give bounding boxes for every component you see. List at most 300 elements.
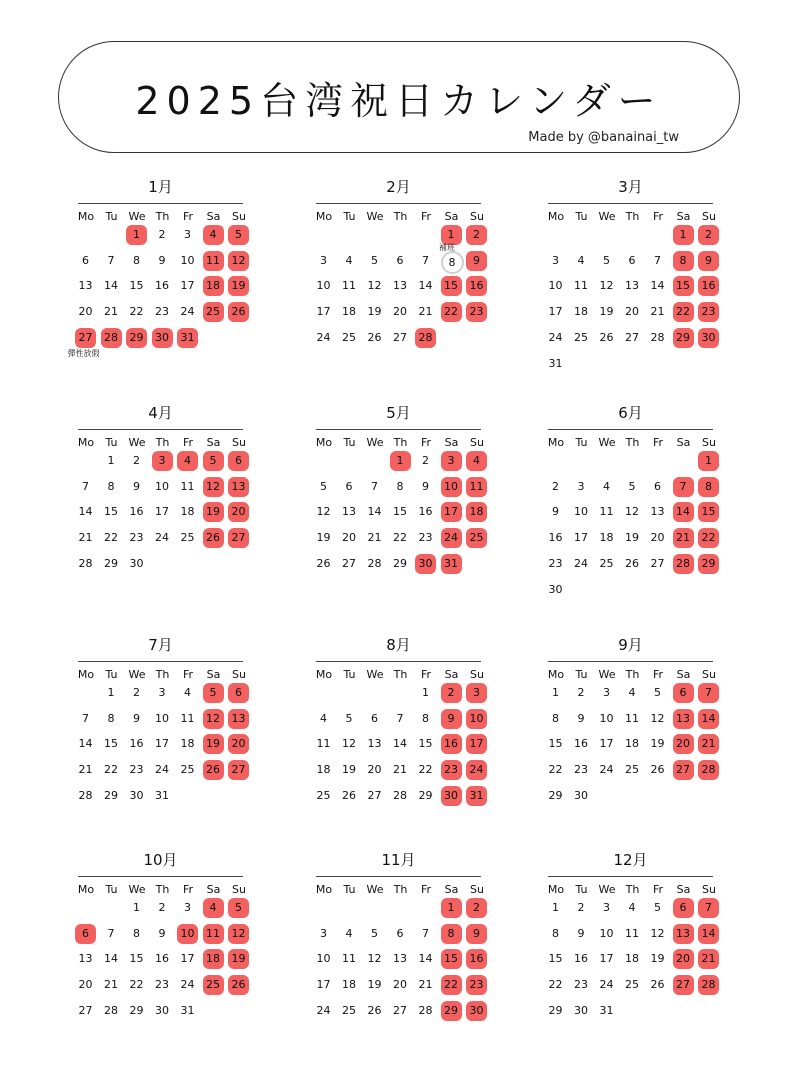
calendar-date: 15 bbox=[548, 737, 563, 751]
calendar-date: 31 bbox=[548, 356, 563, 370]
holiday-date: 1 bbox=[441, 898, 462, 918]
calendar-date: 12 bbox=[316, 505, 331, 519]
calendar-date: 23 bbox=[574, 763, 588, 777]
calendar-date: 31 bbox=[599, 1003, 614, 1017]
calendar-date: 11 bbox=[342, 279, 356, 293]
month-title: 3月 bbox=[618, 178, 643, 196]
holiday-date: 14 bbox=[698, 924, 719, 944]
calendar-date: 19 bbox=[650, 952, 665, 966]
holiday-date: 15 bbox=[441, 949, 462, 969]
calendar-date: 4 bbox=[320, 711, 327, 725]
calendar-date: 8 bbox=[133, 253, 140, 267]
calendar-date: 21 bbox=[393, 763, 407, 777]
calendar-date: 21 bbox=[104, 978, 118, 992]
weekday-label: Fr bbox=[182, 883, 194, 896]
holiday-date: 20 bbox=[228, 734, 249, 754]
holiday-date: 30 bbox=[466, 1001, 487, 1021]
weekday-label: Sa bbox=[676, 210, 691, 223]
calendar-date: 21 bbox=[418, 978, 433, 992]
calendar-date: 1 bbox=[552, 686, 559, 699]
calendar-date: 22 bbox=[393, 531, 407, 545]
calendar-date: 24 bbox=[316, 1003, 331, 1017]
calendar-date: 27 bbox=[393, 330, 407, 344]
weekday-label: Su bbox=[232, 210, 246, 223]
weekday-label: We bbox=[128, 668, 146, 681]
calendar-date: 10 bbox=[548, 279, 563, 293]
weekday-label: Fr bbox=[182, 668, 194, 681]
calendar-date: 21 bbox=[650, 305, 665, 319]
holiday-date: 13 bbox=[673, 924, 694, 944]
calendar-date: 7 bbox=[82, 479, 89, 493]
calendar-date: 17 bbox=[599, 952, 614, 966]
holiday-date: 9 bbox=[466, 251, 487, 271]
calendar-date: 10 bbox=[574, 505, 588, 519]
weekday-label: Su bbox=[232, 883, 246, 896]
holiday-date: 9 bbox=[466, 924, 487, 944]
weekday-label: Th bbox=[393, 668, 408, 681]
calendar-date: 14 bbox=[104, 279, 118, 293]
holiday-date: 2 bbox=[698, 225, 719, 245]
calendar-date: 28 bbox=[650, 330, 665, 344]
calendar-date: 18 bbox=[180, 505, 195, 519]
holiday-date: 29 bbox=[673, 328, 694, 348]
weekday-label: Tu bbox=[343, 436, 356, 449]
calendar-date: 6 bbox=[654, 479, 661, 493]
holiday-date: 25 bbox=[203, 975, 224, 995]
holiday-date: 10 bbox=[441, 477, 462, 497]
holiday-date: 23 bbox=[441, 760, 462, 780]
calendar-date: 14 bbox=[650, 279, 665, 293]
calendar-date: 22 bbox=[418, 763, 433, 777]
calendar-date: 27 bbox=[78, 1003, 93, 1017]
calendar-date: 12 bbox=[650, 926, 665, 940]
holiday-date: 12 bbox=[203, 477, 224, 497]
holiday-date: 24 bbox=[466, 760, 487, 780]
holiday-date: 28 bbox=[101, 328, 122, 348]
weekday-label: Sa bbox=[206, 210, 221, 223]
calendar-date: 6 bbox=[628, 253, 636, 267]
calendar-date: 4 bbox=[577, 253, 585, 267]
calendar-date: 27 bbox=[367, 788, 382, 802]
calendar-date: 28 bbox=[78, 788, 93, 802]
weekday-label: Mo bbox=[547, 668, 565, 681]
weekday-label: Fr bbox=[652, 210, 664, 223]
calendar-date: 3 bbox=[603, 686, 610, 699]
calendar-date: 6 bbox=[345, 479, 353, 493]
calendar-date: 8 bbox=[552, 711, 559, 725]
calendar-date: 6 bbox=[82, 253, 89, 267]
weekday-label: Sa bbox=[676, 668, 691, 681]
calendar-date: 7 bbox=[107, 253, 115, 267]
calendar-date: 29 bbox=[418, 788, 433, 802]
weekday-label: Sa bbox=[444, 668, 459, 681]
weekday-label: Th bbox=[625, 210, 640, 223]
holiday-date: 2 bbox=[466, 225, 487, 245]
holiday-date: 6 bbox=[673, 683, 694, 703]
calendar-date: 8 bbox=[396, 479, 404, 493]
holiday-date: 12 bbox=[203, 709, 224, 729]
calendar-date: 23 bbox=[548, 556, 563, 570]
calendar-date: 9 bbox=[577, 926, 585, 940]
calendar-date: 12 bbox=[342, 737, 356, 751]
weekday-label: Th bbox=[155, 883, 170, 896]
weekday-label: Mo bbox=[77, 668, 95, 681]
calendar-date: 20 bbox=[393, 978, 407, 992]
holiday-date: 5 bbox=[228, 898, 249, 918]
calendar-date: 10 bbox=[316, 952, 331, 966]
holiday-date: 8 bbox=[441, 924, 462, 944]
calendar-date: 10 bbox=[599, 926, 614, 940]
calendar-date: 10 bbox=[155, 479, 169, 493]
holiday-date: 8 bbox=[698, 477, 719, 497]
weekday-label: Mo bbox=[315, 883, 333, 896]
calendar-date: 17 bbox=[548, 305, 563, 319]
calendar-date: 18 bbox=[574, 305, 588, 319]
calendar-date: 22 bbox=[548, 763, 563, 777]
month-divider bbox=[316, 876, 481, 877]
calendar-date: 26 bbox=[316, 556, 331, 570]
calendar-date: 12 bbox=[599, 279, 614, 293]
calendar-date: 6 bbox=[396, 926, 404, 940]
calendar-date: 16 bbox=[155, 279, 169, 293]
weekday-label: Th bbox=[393, 210, 408, 223]
holiday-date: 17 bbox=[466, 734, 487, 754]
holiday-date: 12 bbox=[228, 251, 249, 271]
calendar-date: 13 bbox=[393, 952, 407, 966]
weekday-label: Mo bbox=[315, 436, 333, 449]
holiday-date: 13 bbox=[228, 709, 249, 729]
calendar-date: 26 bbox=[650, 763, 665, 777]
calendar-date: 29 bbox=[104, 556, 118, 570]
calendar-date: 18 bbox=[625, 737, 639, 751]
calendar-date: 19 bbox=[599, 305, 614, 319]
calendar-date: 11 bbox=[180, 479, 195, 493]
calendar-date: 16 bbox=[155, 952, 169, 966]
month-divider bbox=[316, 429, 481, 430]
holiday-date: 30 bbox=[415, 554, 436, 574]
weekday-label: Tu bbox=[343, 883, 356, 896]
calendar-date: 27 bbox=[393, 1003, 407, 1017]
calendar-date: 23 bbox=[155, 305, 169, 319]
calendar-date: 19 bbox=[316, 531, 331, 545]
month-title: 11月 bbox=[381, 851, 416, 869]
credit-text: Made by @banainai_tw bbox=[528, 130, 679, 145]
holiday-date: 9 bbox=[698, 251, 719, 271]
calendar-date: 13 bbox=[625, 279, 639, 293]
weekday-label: Mo bbox=[547, 210, 565, 223]
weekday-label: Th bbox=[393, 883, 408, 896]
month-title: 10月 bbox=[143, 851, 178, 869]
holiday-date: 4 bbox=[203, 898, 224, 918]
calendar-date: 13 bbox=[342, 505, 356, 519]
holiday-date: 21 bbox=[698, 949, 719, 969]
holiday-date: 29 bbox=[698, 554, 719, 574]
calendar-date: 8 bbox=[133, 926, 140, 940]
calendar-date: 19 bbox=[367, 305, 382, 319]
calendar-date: 6 bbox=[371, 711, 378, 725]
weekday-label: We bbox=[598, 883, 616, 896]
holiday-date: 8 bbox=[673, 251, 694, 271]
calendar-date: 8 bbox=[107, 479, 115, 493]
calendar-date: 18 bbox=[342, 978, 356, 992]
weekday-label: We bbox=[598, 210, 616, 223]
calendar-date: 4 bbox=[345, 253, 353, 267]
holiday-date: 1 bbox=[441, 225, 462, 245]
calendar-date: 18 bbox=[342, 305, 356, 319]
calendar-date: 10 bbox=[599, 711, 614, 725]
calendar-date: 14 bbox=[78, 737, 93, 751]
calendar-date: 19 bbox=[342, 763, 356, 777]
calendar-date: 22 bbox=[129, 978, 144, 992]
holiday-date: 21 bbox=[698, 734, 719, 754]
weekday-label: Sa bbox=[444, 883, 459, 896]
holiday-date: 18 bbox=[466, 502, 487, 522]
calendar-date: 15 bbox=[129, 952, 144, 966]
date-note: 彈性放假 bbox=[67, 348, 100, 358]
holiday-date: 18 bbox=[203, 276, 224, 296]
calendar-date: 4 bbox=[345, 926, 353, 940]
weekday-label: Fr bbox=[652, 883, 664, 896]
calendar-date: 13 bbox=[393, 279, 407, 293]
weekday-label: Fr bbox=[652, 668, 664, 681]
holiday-date: 20 bbox=[228, 502, 249, 522]
holiday-date: 6 bbox=[75, 924, 96, 944]
calendar-date: 25 bbox=[180, 763, 195, 777]
calendar-date: 27 bbox=[650, 556, 665, 570]
calendar-date: 3 bbox=[158, 686, 166, 699]
weekday-label: Fr bbox=[420, 668, 432, 681]
weekday-label: Tu bbox=[575, 436, 588, 449]
holiday-date: 9 bbox=[441, 709, 462, 729]
calendar-date: 2 bbox=[133, 454, 140, 467]
calendar-date: 12 bbox=[367, 279, 382, 293]
calendar-date: 29 bbox=[548, 1003, 563, 1017]
weekday-label: Th bbox=[625, 436, 640, 449]
holiday-date: 22 bbox=[441, 975, 462, 995]
calendar-date: 1 bbox=[107, 454, 115, 467]
weekday-label: Tu bbox=[105, 883, 118, 896]
calendar-date: 17 bbox=[316, 305, 331, 319]
calendar-date: 17 bbox=[155, 737, 169, 751]
calendar-date: 3 bbox=[184, 228, 191, 241]
holiday-date: 2 bbox=[466, 898, 487, 918]
calendar-date: 19 bbox=[625, 531, 639, 545]
calendar-date: 20 bbox=[650, 531, 665, 545]
calendar-date: 11 bbox=[342, 952, 356, 966]
calendar-date: 16 bbox=[129, 505, 144, 519]
calendar-date: 13 bbox=[367, 737, 382, 751]
calendar-date: 11 bbox=[316, 737, 331, 751]
calendar-date: 9 bbox=[577, 711, 585, 725]
holiday-date: 28 bbox=[698, 975, 719, 995]
calendar-date: 10 bbox=[155, 711, 169, 725]
calendar-date: 5 bbox=[320, 479, 327, 493]
holiday-date: 19 bbox=[228, 949, 249, 969]
calendar-date: 3 bbox=[552, 253, 559, 267]
weekday-label: We bbox=[366, 436, 384, 449]
calendar-date: 9 bbox=[133, 711, 140, 725]
holiday-date: 31 bbox=[466, 786, 487, 806]
holiday-date: 15 bbox=[441, 276, 462, 296]
calendar-date: 20 bbox=[78, 305, 93, 319]
month-divider bbox=[548, 876, 713, 877]
calendar-date: 14 bbox=[367, 505, 382, 519]
holiday-date: 6 bbox=[228, 683, 249, 703]
calendar-date: 15 bbox=[104, 505, 118, 519]
month-title: 8月 bbox=[386, 636, 411, 654]
calendar-date: 22 bbox=[129, 305, 144, 319]
holiday-date: 26 bbox=[203, 760, 224, 780]
holiday-date: 13 bbox=[228, 477, 249, 497]
calendar-date: 18 bbox=[316, 763, 331, 777]
calendar-date: 11 bbox=[599, 505, 614, 519]
holiday-date: 25 bbox=[466, 528, 487, 548]
weekday-label: Mo bbox=[547, 436, 565, 449]
calendar-date: 6 bbox=[396, 253, 404, 267]
calendar-date: 23 bbox=[129, 763, 144, 777]
holiday-date: 3 bbox=[152, 451, 173, 471]
holiday-date: 3 bbox=[441, 451, 462, 471]
calendar-date: 30 bbox=[129, 788, 144, 802]
weekday-label: We bbox=[598, 668, 616, 681]
calendar-date: 5 bbox=[603, 253, 610, 267]
calendar-date: 24 bbox=[548, 330, 563, 344]
calendar-date: 18 bbox=[599, 531, 614, 545]
calendar-date: 5 bbox=[371, 926, 378, 940]
calendar-date: 14 bbox=[418, 279, 433, 293]
weekday-label: We bbox=[366, 883, 384, 896]
holiday-date: 17 bbox=[441, 502, 462, 522]
holiday-date: 27 bbox=[228, 528, 249, 548]
calendar-date: 15 bbox=[548, 952, 563, 966]
weekday-label: Su bbox=[470, 210, 484, 223]
calendar-date: 27 bbox=[625, 330, 639, 344]
calendar-date: 25 bbox=[625, 978, 639, 992]
calendar-date: 24 bbox=[155, 763, 169, 777]
calendar-date: 14 bbox=[418, 952, 433, 966]
calendar-date: 24 bbox=[180, 305, 195, 319]
weekday-label: We bbox=[128, 210, 146, 223]
calendar-date: 26 bbox=[367, 330, 382, 344]
weekday-label: Tu bbox=[105, 210, 118, 223]
calendar-date: 29 bbox=[393, 556, 407, 570]
calendar-date: 20 bbox=[625, 305, 639, 319]
weekday-label: Fr bbox=[420, 210, 432, 223]
month-divider bbox=[78, 876, 243, 877]
weekday-label: Tu bbox=[575, 210, 588, 223]
calendar-date: 11 bbox=[625, 926, 639, 940]
calendar-date: 7 bbox=[396, 711, 404, 725]
weekday-label: Sa bbox=[676, 436, 691, 449]
calendar-date: 15 bbox=[418, 737, 433, 751]
calendar-date: 31 bbox=[155, 788, 169, 802]
holiday-date: 4 bbox=[466, 451, 487, 471]
calendar-date: 25 bbox=[574, 330, 588, 344]
calendar-date: 25 bbox=[625, 763, 639, 777]
holiday-date: 20 bbox=[673, 734, 694, 754]
weekday-label: Su bbox=[470, 436, 484, 449]
month-title: 6月 bbox=[618, 404, 643, 422]
calendar-date: 19 bbox=[367, 978, 382, 992]
holiday-date: 5 bbox=[228, 225, 249, 245]
calendar-date: 4 bbox=[184, 686, 191, 699]
holiday-date: 30 bbox=[441, 786, 462, 806]
calendar-date: 15 bbox=[393, 505, 407, 519]
calendar-date: 14 bbox=[78, 505, 93, 519]
holiday-date: 16 bbox=[698, 276, 719, 296]
holiday-date: 16 bbox=[466, 276, 487, 296]
holiday-date: 14 bbox=[673, 502, 694, 522]
calendar-date: 24 bbox=[316, 330, 331, 344]
weekday-label: Mo bbox=[77, 210, 95, 223]
calendar-date: 21 bbox=[78, 531, 93, 545]
calendar-date: 28 bbox=[367, 556, 382, 570]
calendar-date: 13 bbox=[78, 952, 93, 966]
holiday-date: 19 bbox=[203, 502, 224, 522]
calendar-date: 10 bbox=[316, 279, 331, 293]
calendar-date: 30 bbox=[129, 556, 144, 570]
calendar-date: 17 bbox=[180, 952, 195, 966]
calendar-date: 27 bbox=[342, 556, 356, 570]
month-title: 5月 bbox=[386, 404, 411, 422]
calendar-date: 30 bbox=[574, 1003, 588, 1017]
holiday-date: 10 bbox=[466, 709, 487, 729]
holiday-date: 18 bbox=[203, 949, 224, 969]
calendar-date: 3 bbox=[577, 479, 585, 493]
calendar-date: 2 bbox=[552, 479, 559, 493]
holiday-date: 16 bbox=[466, 949, 487, 969]
weekday-label: Fr bbox=[420, 883, 432, 896]
weekday-label: Fr bbox=[182, 210, 194, 223]
weekday-label: We bbox=[128, 883, 146, 896]
calendar-date: 9 bbox=[158, 253, 166, 267]
holiday-date: 20 bbox=[673, 949, 694, 969]
calendar-date: 2 bbox=[158, 901, 166, 914]
weekday-label: Mo bbox=[315, 668, 333, 681]
calendar-date: 19 bbox=[650, 737, 665, 751]
calendar-date: 4 bbox=[628, 686, 636, 699]
weekday-label: Sa bbox=[444, 436, 459, 449]
calendar-date: 15 bbox=[129, 279, 144, 293]
calendar-date: 4 bbox=[603, 479, 610, 493]
weekday-label: Su bbox=[702, 883, 716, 896]
calendar-date: 5 bbox=[345, 711, 353, 725]
weekday-label: Sa bbox=[206, 436, 221, 449]
weekday-label: Su bbox=[702, 210, 716, 223]
holiday-date: 22 bbox=[673, 302, 694, 322]
calendar-date: 24 bbox=[155, 531, 169, 545]
calendar-date: 2 bbox=[422, 454, 429, 467]
calendar-date: 29 bbox=[548, 788, 563, 802]
calendar-date: 24 bbox=[599, 978, 614, 992]
calendar-date: 16 bbox=[548, 531, 563, 545]
calendar-date: 25 bbox=[342, 330, 356, 344]
calendar-date: 18 bbox=[625, 952, 639, 966]
holiday-date: 16 bbox=[441, 734, 462, 754]
calendar-date: 1 bbox=[552, 901, 559, 914]
weekday-label: Sa bbox=[444, 210, 459, 223]
title-banner bbox=[58, 41, 740, 153]
calendar-date: 29 bbox=[104, 788, 118, 802]
calendar-date: 21 bbox=[78, 763, 93, 777]
month-title: 7月 bbox=[148, 636, 173, 654]
calendar-date: 8 bbox=[107, 711, 115, 725]
month-divider bbox=[316, 203, 481, 204]
calendar-date: 4 bbox=[628, 901, 636, 914]
makeup-workday-date: 8 bbox=[441, 251, 464, 274]
holiday-date: 1 bbox=[126, 225, 147, 245]
month-divider bbox=[78, 429, 243, 430]
